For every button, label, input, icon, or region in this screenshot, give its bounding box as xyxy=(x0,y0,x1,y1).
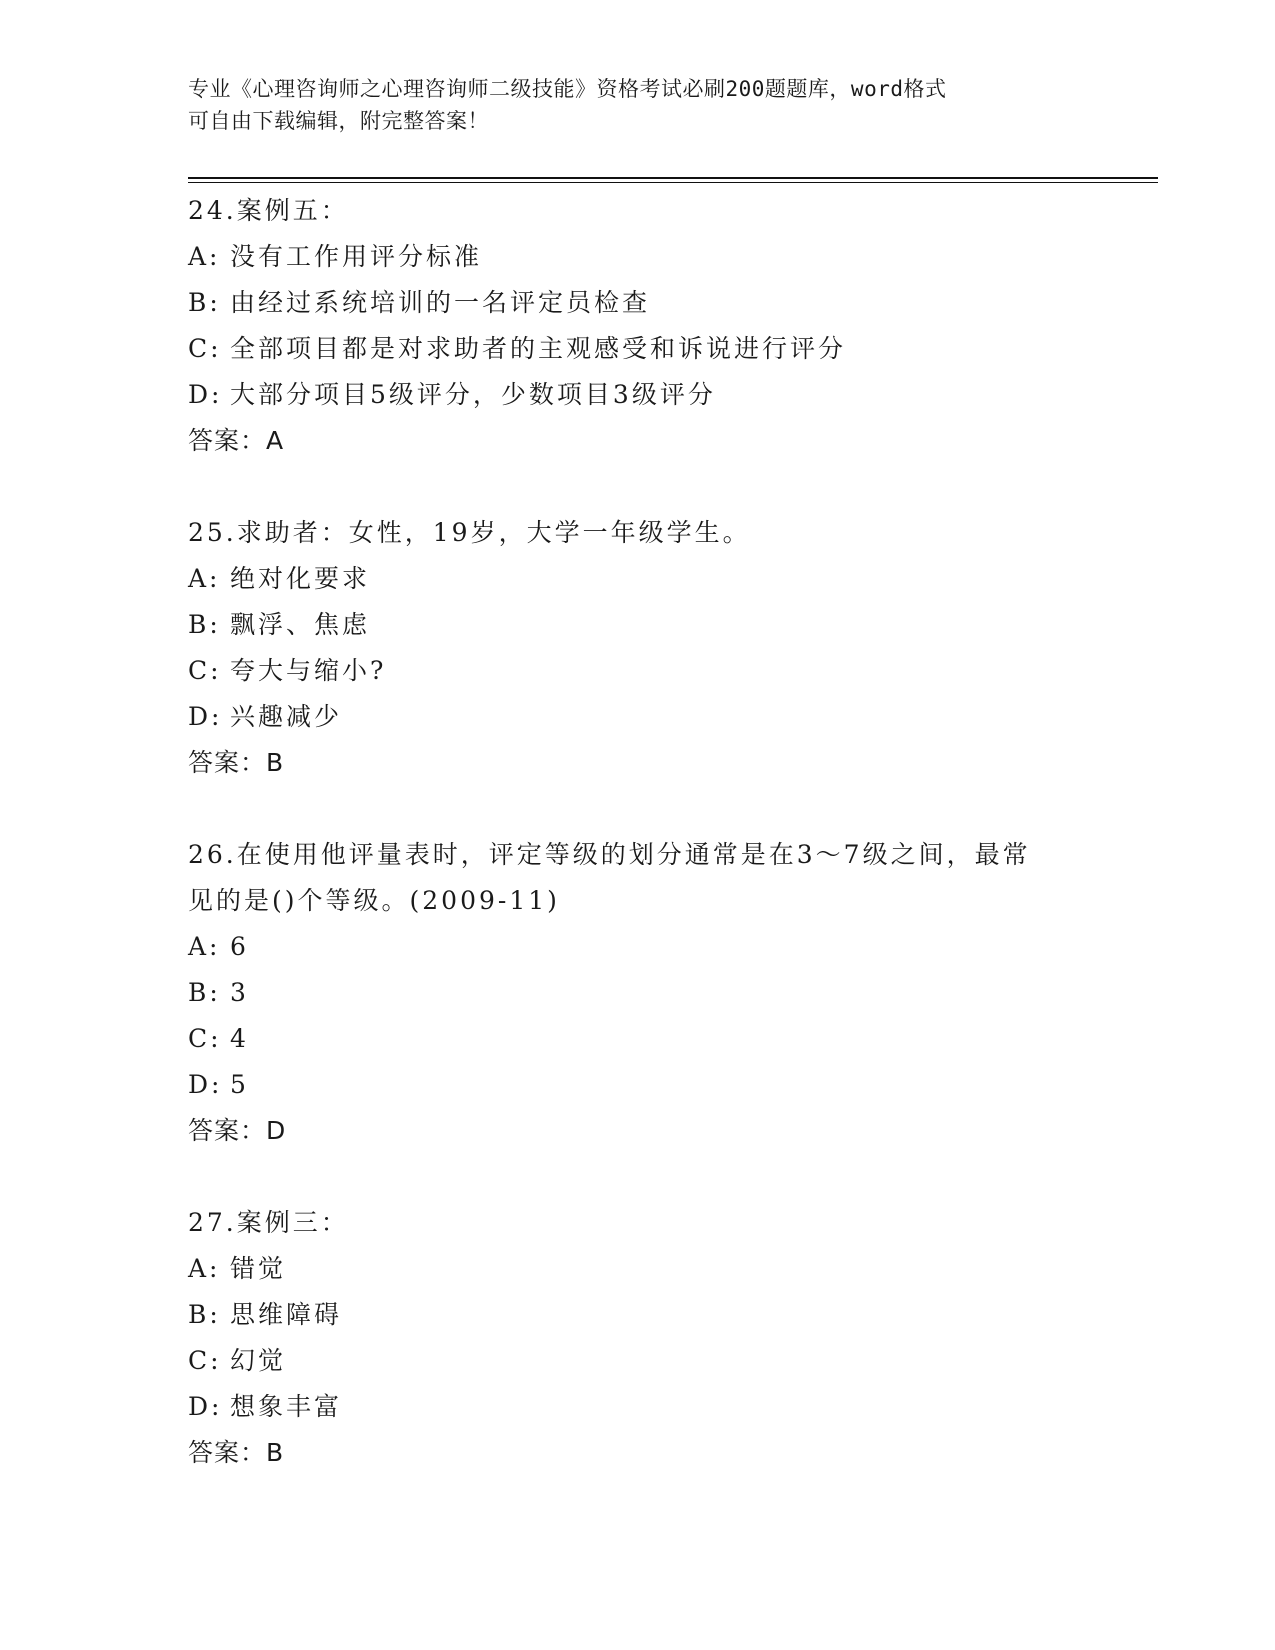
option-letter: C: xyxy=(188,1024,222,1053)
option-text: 没有工作用评分标准 xyxy=(230,242,483,271)
option-b xyxy=(188,970,1088,1016)
option-c xyxy=(188,1016,1088,1062)
option-letter: D: xyxy=(188,702,223,731)
question-25 xyxy=(188,510,1088,786)
option-d xyxy=(188,694,1088,740)
option-letter: A: xyxy=(188,932,221,961)
question-stem xyxy=(188,832,1088,924)
header-divider-thin xyxy=(188,182,1158,183)
option-letter: C: xyxy=(188,1346,222,1375)
option-letter: B: xyxy=(188,288,221,317)
question-stem-line: 24.案例五： xyxy=(188,196,349,225)
answer-line: 答案：B xyxy=(188,748,285,777)
option-text: 夸大与缩小? xyxy=(230,656,387,685)
option-text: 3 xyxy=(230,978,249,1007)
option-letter: B: xyxy=(188,610,221,639)
header-divider-thick xyxy=(188,177,1158,179)
option-b xyxy=(188,280,1088,326)
answer-line: 答案：D xyxy=(188,1116,287,1145)
option-b xyxy=(188,602,1088,648)
option-text: 想象丰富 xyxy=(230,1392,343,1421)
question-stem-line: 25.求助者：女性，19岁，大学一年级学生。 xyxy=(188,518,751,547)
option-text: 兴趣减少 xyxy=(230,702,343,731)
option-text: 错觉 xyxy=(230,1254,287,1283)
question-26 xyxy=(188,832,1088,1154)
option-a xyxy=(188,1246,1088,1292)
option-text: 全部项目都是对求助者的主观感受和诉说进行评分 xyxy=(230,334,847,363)
question-24 xyxy=(188,188,1088,464)
option-d xyxy=(188,1062,1088,1108)
option-b xyxy=(188,1292,1088,1338)
answer-line: 答案：A xyxy=(188,426,285,455)
option-text: 6 xyxy=(230,932,249,961)
option-c xyxy=(188,648,1088,694)
option-text: 绝对化要求 xyxy=(230,564,371,593)
question-stem-line: 26.在使用他评量表时，评定等级的划分通常是在3～7级之间，最常 xyxy=(188,840,1031,869)
option-a xyxy=(188,924,1088,970)
option-letter: B: xyxy=(188,1300,221,1329)
option-letter: C: xyxy=(188,334,222,363)
question-stem xyxy=(188,510,1088,556)
option-letter: C: xyxy=(188,656,222,685)
option-letter: A: xyxy=(188,564,221,593)
option-text: 5 xyxy=(230,1070,249,1099)
option-a xyxy=(188,556,1088,602)
option-c xyxy=(188,326,1088,372)
option-letter: D: xyxy=(188,380,223,409)
option-letter: B: xyxy=(188,978,221,1007)
option-letter: D: xyxy=(188,1392,223,1421)
option-a xyxy=(188,234,1088,280)
question-list xyxy=(188,188,1088,1522)
option-text: 飘浮、焦虑 xyxy=(230,610,371,639)
option-letter: A: xyxy=(188,1254,221,1283)
question-stem xyxy=(188,1200,1088,1246)
question-27 xyxy=(188,1200,1088,1476)
header-title-line-1: 专业《心理咨询师之心理咨询师二级技能》资格考试必刷200题题库，word格式 xyxy=(188,77,947,101)
option-text: 幻觉 xyxy=(230,1346,287,1375)
document-header xyxy=(188,73,1068,137)
option-letter: A: xyxy=(188,242,221,271)
option-text: 4 xyxy=(230,1024,249,1053)
option-text: 由经过系统培训的一名评定员检查 xyxy=(230,288,651,317)
option-d xyxy=(188,1384,1088,1430)
option-text: 思维障碍 xyxy=(230,1300,343,1329)
header-title-line-2: 可自由下载编辑，附完整答案！ xyxy=(188,109,489,133)
question-stem xyxy=(188,188,1088,234)
option-text: 大部分项目5级评分，少数项目3级评分 xyxy=(230,380,716,409)
option-d xyxy=(188,372,1088,418)
question-stem-line: 27.案例三： xyxy=(188,1208,349,1237)
question-stem-line: 见的是()个等级。(2009-11) xyxy=(188,886,560,915)
option-letter: D: xyxy=(188,1070,223,1099)
answer-line: 答案：B xyxy=(188,1438,285,1467)
option-c xyxy=(188,1338,1088,1384)
